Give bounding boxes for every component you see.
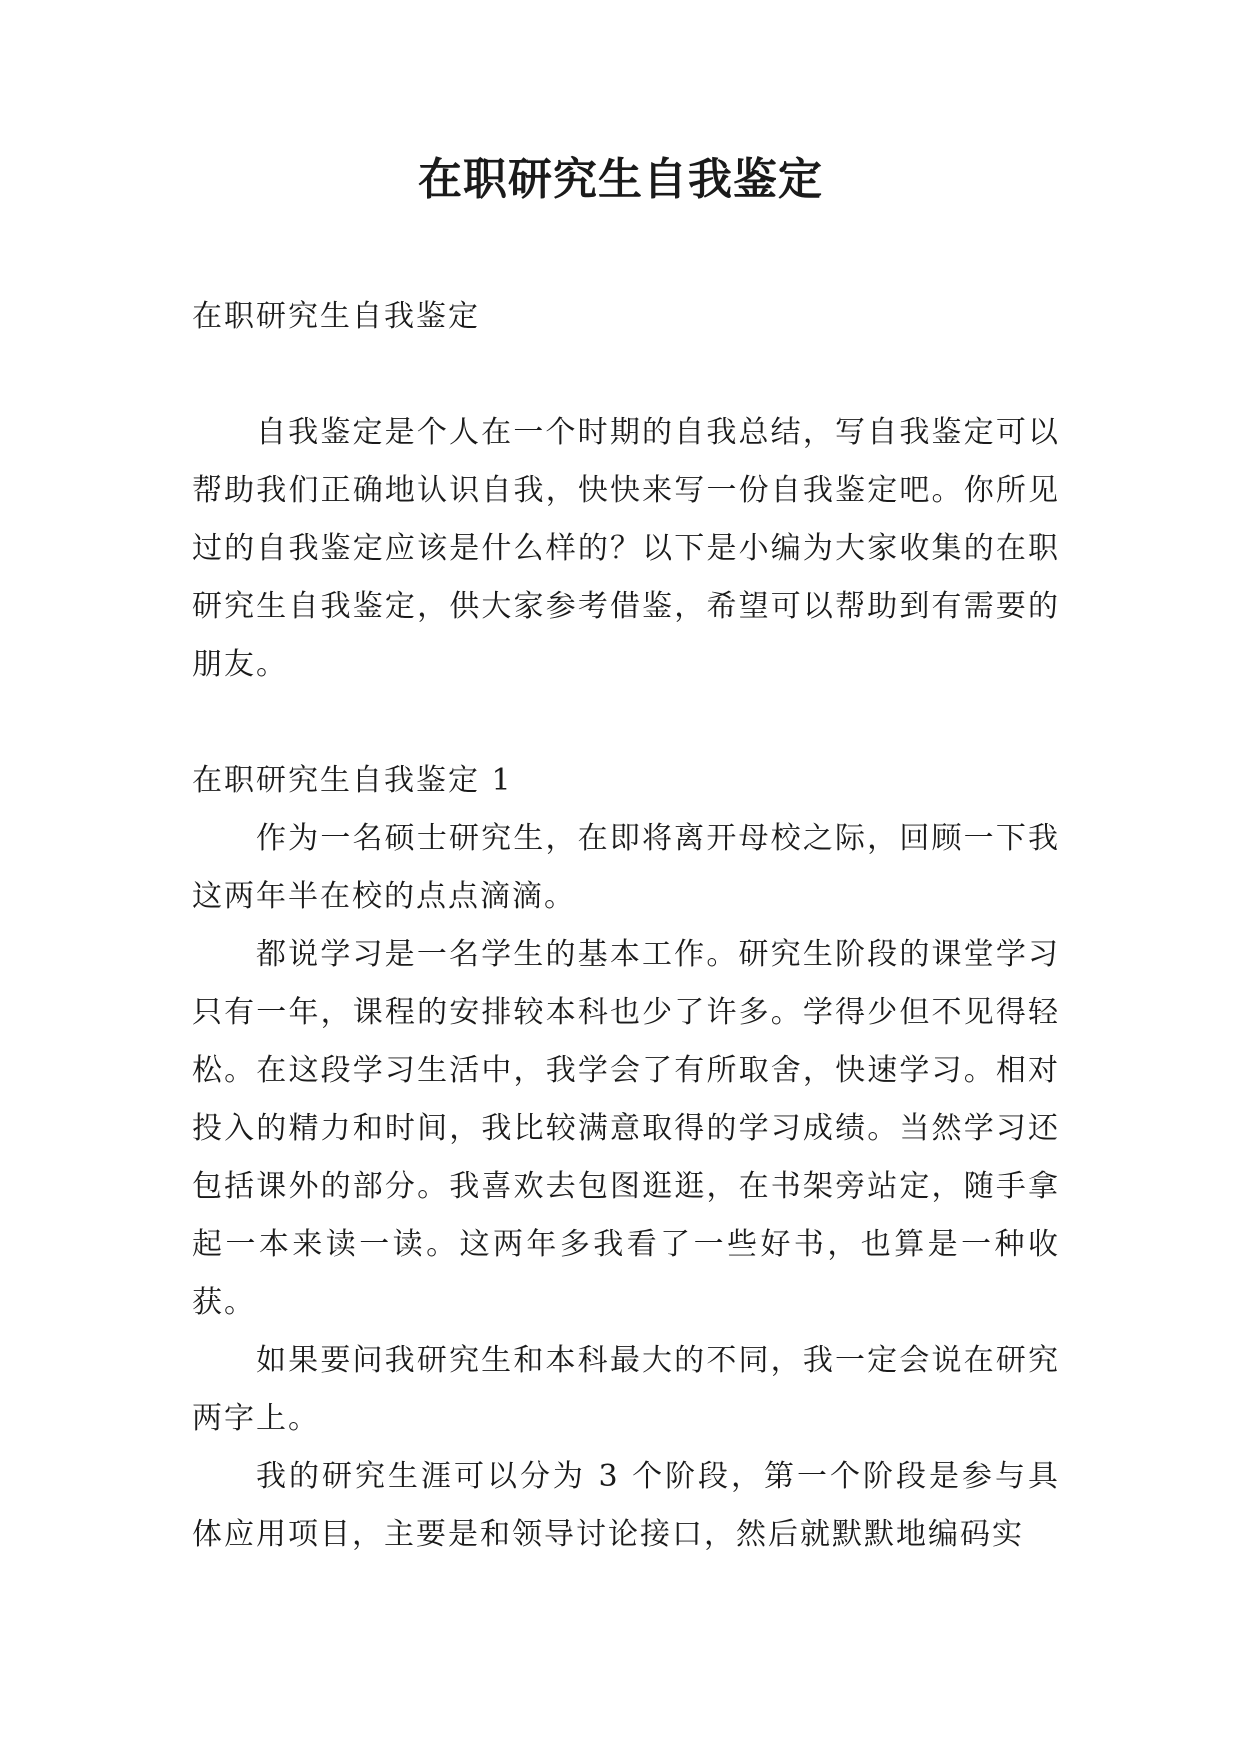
body-paragraph: 都说学习是一名学生的基本工作。研究生阶段的课堂学习只有一年，课程的安排较本科也少了许多。学得少但不见得轻松。在这段学习生活中，我学会了有所取舍，快速学习。相对投入的精力和时间，我比较满意取得的学习成绩。当然学习还包括课外的部分。我喜欢去包图逛逛，在书架旁站定，随手拿起一本来读一读。这两年多我看了一些好书，也算是一种收获。 [192, 937, 1060, 1320]
document-title: 在职研究生自我鉴定 [418, 154, 823, 205]
section-heading: 在职研究生自我鉴定 1 [192, 763, 513, 798]
body-paragraph: 我的研究生涯可以分为 3 个阶段，第一个阶段是参与具体应用项目，主要是和领导讨论接口，然后就默默地编码实 [192, 1459, 1060, 1552]
body-paragraph: 作为一名硕士研究生，在即将离开母校之际，回顾一下我这两年半在校的点点滴滴。 [192, 821, 1060, 914]
document-body [192, 288, 1060, 1564]
document-subtitle: 在职研究生自我鉴定 [192, 299, 480, 334]
body-paragraph: 如果要问我研究生和本科最大的不同，我一定会说在研究两字上。 [192, 1343, 1060, 1436]
intro-paragraph: 自我鉴定是个人在一个时期的自我总结，写自我鉴定可以帮助我们正确地认识自我，快快来写一份自我鉴定吧。你所见过的自我鉴定应该是什么样的？以下是小编为大家收集的在职研究生自我鉴定，供大家参考借鉴，希望可以帮助到有需要的朋友。 [192, 415, 1060, 682]
